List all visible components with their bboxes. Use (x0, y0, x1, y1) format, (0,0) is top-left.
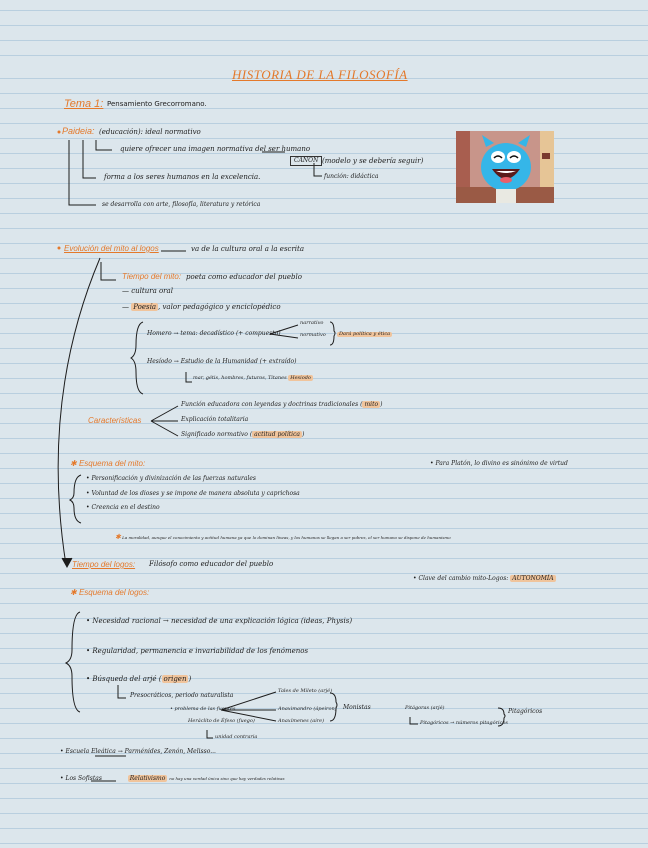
escuela-eleatica: • Escuela Eleática → Parménides, Zenón, Melisso... (60, 748, 216, 755)
esquema-mito-item-3: • Creencia en el destino (86, 504, 160, 511)
monistas: Monistas (343, 704, 371, 711)
esquema-mito-heading: ✱ Esquema del mito: (70, 459, 146, 468)
paideia-branch-1: quiere ofrecer una imagen normativa del ser humano (120, 145, 311, 153)
tema-label: Tema 1: (64, 98, 104, 110)
caracteristica-1: Función educadora con leyendas y doctrinas tradicionales ( mito ) (181, 401, 383, 408)
tiempo-mito-note: poeta como educador del pueblo (186, 273, 302, 281)
anaximandro: Anaximandro (ápeiron) (278, 706, 337, 712)
esquema-mito-star-note: ✱ La moralidad, aunque el conocimiento y actitud humana ya que lo dominan líneas, y los humanos se llegan a ser pobres, el ser humano se dispone de humanismo (115, 533, 451, 541)
paideia-branch-2: forma a los seres humanos en la excelencia. (104, 173, 261, 181)
heraclito: Heráclito de Éfeso (fuego) (188, 718, 255, 724)
tales: Tales de Mileto (arjé) (278, 688, 333, 694)
presocraticos: Presocráticos, periodo naturalista (130, 692, 234, 699)
funcion-note: función: didáctica (324, 173, 379, 180)
paideia-branch-3: se desarrolla con arte, filosofía, literatura y retórica (102, 201, 261, 208)
problema-fuentes: • problema de las fuentes (170, 706, 236, 712)
cambio-note: • Clave del cambio mito-Logos: AUTONOMÍA (413, 575, 554, 582)
tema-name: Pensamiento Grecorromano. (107, 100, 207, 108)
cartoon-image (456, 131, 554, 203)
tiempo-logos-heading: Tiempo del logos: (72, 560, 136, 569)
caracteristica-2: Explicación totalitaria (181, 416, 249, 423)
evolucion-note: va de la cultura oral a la escrita (191, 245, 305, 253)
pitagoras: Pitágoras (arjé) (405, 705, 445, 711)
esquema-logos-item-1: • Necesidad racional → necesidad de una explicación lógica (ideas, Physis) (86, 617, 353, 625)
hesiodo-line: Hesíodo → Estudio de la Humanidad (+ extraído) (147, 358, 297, 365)
paideia-heading: Paideia: (62, 126, 95, 136)
homero-narrativo: narrativo (300, 320, 324, 326)
esquema-logos-item-3: • Búsqueda del arjé ( origen ) (86, 675, 192, 683)
evolucion-heading: Evolución del mito al logos (64, 244, 159, 253)
anaximenes: Anaxímenes (aire) (278, 718, 325, 724)
caracteristica-3: Significado normativo ( actitud política ) (181, 431, 305, 438)
unidad-contraria: unidad contraria (215, 734, 258, 740)
mito-item-oral: — cultura oral (122, 287, 173, 295)
homero-normativo: normativo (300, 332, 326, 338)
platon-note: • Para Platón, lo divino es sinónimo de virtud (430, 460, 568, 467)
esquema-logos-heading: ✱ Esquema del logos: (70, 588, 150, 597)
caracteristicas-heading: Características (88, 416, 142, 425)
page-title: HISTORIA DE LA FILOSOFÍA (232, 67, 408, 82)
sofistas-line: • Los Sofistas Relativismo no hay una verdad única sino que hay verdades relativas (60, 775, 285, 782)
paideia-definition: (educación): ideal normativo (99, 128, 201, 136)
esquema-mito-item-2: • Voluntad de los dioses y se impone de manera absoluta y caprichosa (86, 490, 300, 497)
cartoon-character-gumball-icon (456, 131, 554, 203)
homero-line: Homero → tema: decadístico (+ compuesto) (147, 330, 281, 337)
esquema-mito-item-1: • Personificación y divinización de las fuerzas naturales (86, 475, 256, 482)
canon-box: CANON (290, 156, 322, 166)
esquema-logos-item-2: • Regularidad, permanencia e invariabilidad de los fenómenos (86, 647, 309, 655)
homero-note: Dará política y ética (339, 331, 391, 337)
pitagoricos: Pitagóricos (508, 708, 543, 715)
tiempo-mito-heading: Tiempo del mito: (122, 272, 182, 281)
mito-item-poesia: — Poesía , valor pedagógico y enciclopédico (122, 303, 281, 311)
pitagoricos-sub: Pitagóricos → números pitagóricos (420, 720, 508, 726)
canon-note: (modelo y se debería seguir) (322, 157, 424, 165)
tiempo-logos-note: Filósofo como educador del pueblo (149, 560, 274, 568)
hesiodo-sub: mar, gétis, hombres, futuros, Titanes Hesiodo (193, 375, 311, 381)
